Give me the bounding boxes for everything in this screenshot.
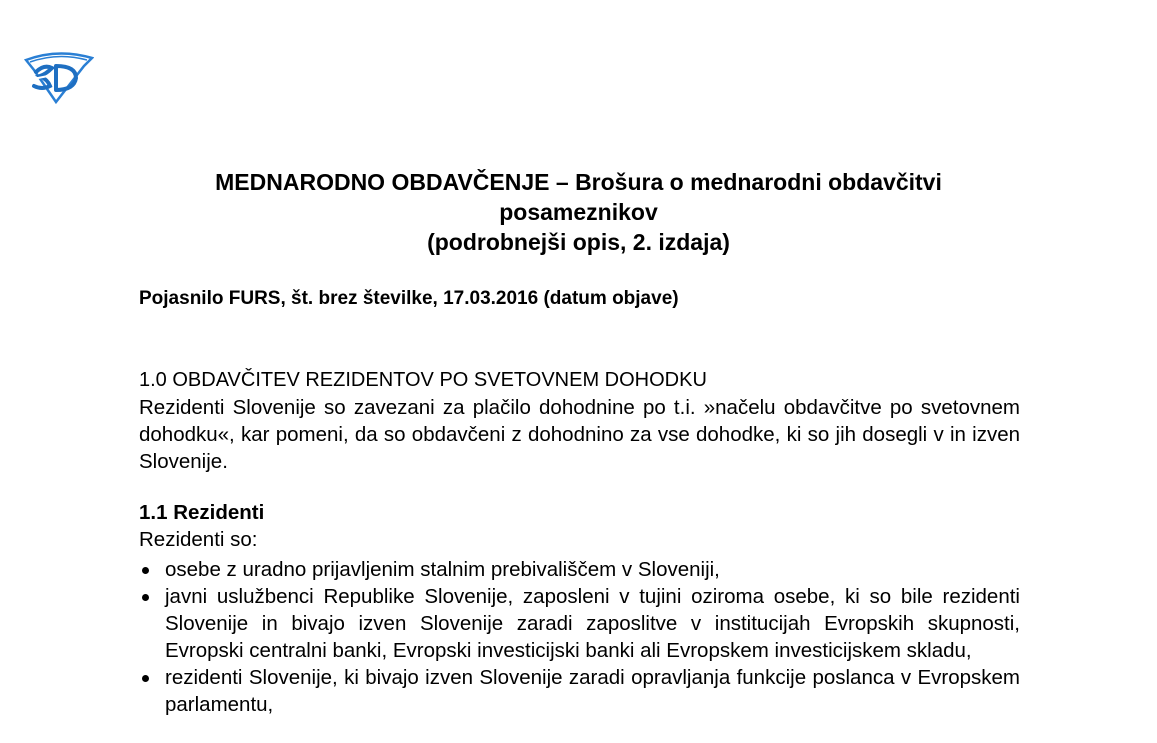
section-heading-1-0: 1.0 OBDAVČITEV REZIDENTOV PO SVETOVNEM DOHODKU — [139, 369, 707, 391]
bullet-icon — [142, 675, 149, 682]
list-item — [139, 583, 1020, 664]
list-item — [139, 664, 1020, 718]
sd-logo — [22, 50, 94, 104]
bullet-icon — [142, 594, 149, 601]
title-line: MEDNARODNO OBDAVČENJE – Brošura o mednarodni obdavčitvi — [215, 169, 942, 195]
bullet-icon — [142, 567, 149, 574]
document-subtitle: Pojasnilo FURS, št. brez številke, 17.03.2016 (datum objave) — [139, 288, 679, 309]
title-line: (podrobnejši opis, 2. izdaja) — [427, 229, 730, 255]
section-heading-1-1: 1.1 Rezidenti — [139, 501, 265, 524]
list-item-text: javni uslužbenci Republike Slovenije, zaposleni v tujini oziroma osebe, ki so bile rezidenti Slovenije in bivajo izven Slovenije zaradi zaposlitve v institucijah Evropskih skupnosti, Evropski centralni banki, Evropski investicijski banki ali Evropskem investicijskem skladu, — [165, 585, 1020, 662]
list-item-text: osebe z uradno prijavljenim stalnim prebivališčem v Sloveniji, — [165, 558, 720, 581]
shield-logo-icon — [22, 50, 94, 104]
list-item-text: rezidenti Slovenije, ki bivajo izven Slovenije zaradi opravljanja funkcije poslanca v Evropskem parlamentu, — [165, 666, 1020, 716]
section-intro-1-1: Rezidenti so: — [139, 528, 258, 551]
list-item — [139, 556, 1020, 583]
document-title — [60, 167, 1097, 257]
resident-list — [139, 556, 1020, 718]
section-paragraph-1-0: Rezidenti Slovenije so zavezani za plačilo dohodnine po t.i. »načelu obdavčitve po svetovnem dohodku«, kar pomeni, da so obdavčeni z dohodnino za vse dohodke, ki so jih dosegli v in izven Slovenije. — [139, 396, 1020, 473]
title-line: posameznikov — [499, 199, 658, 225]
